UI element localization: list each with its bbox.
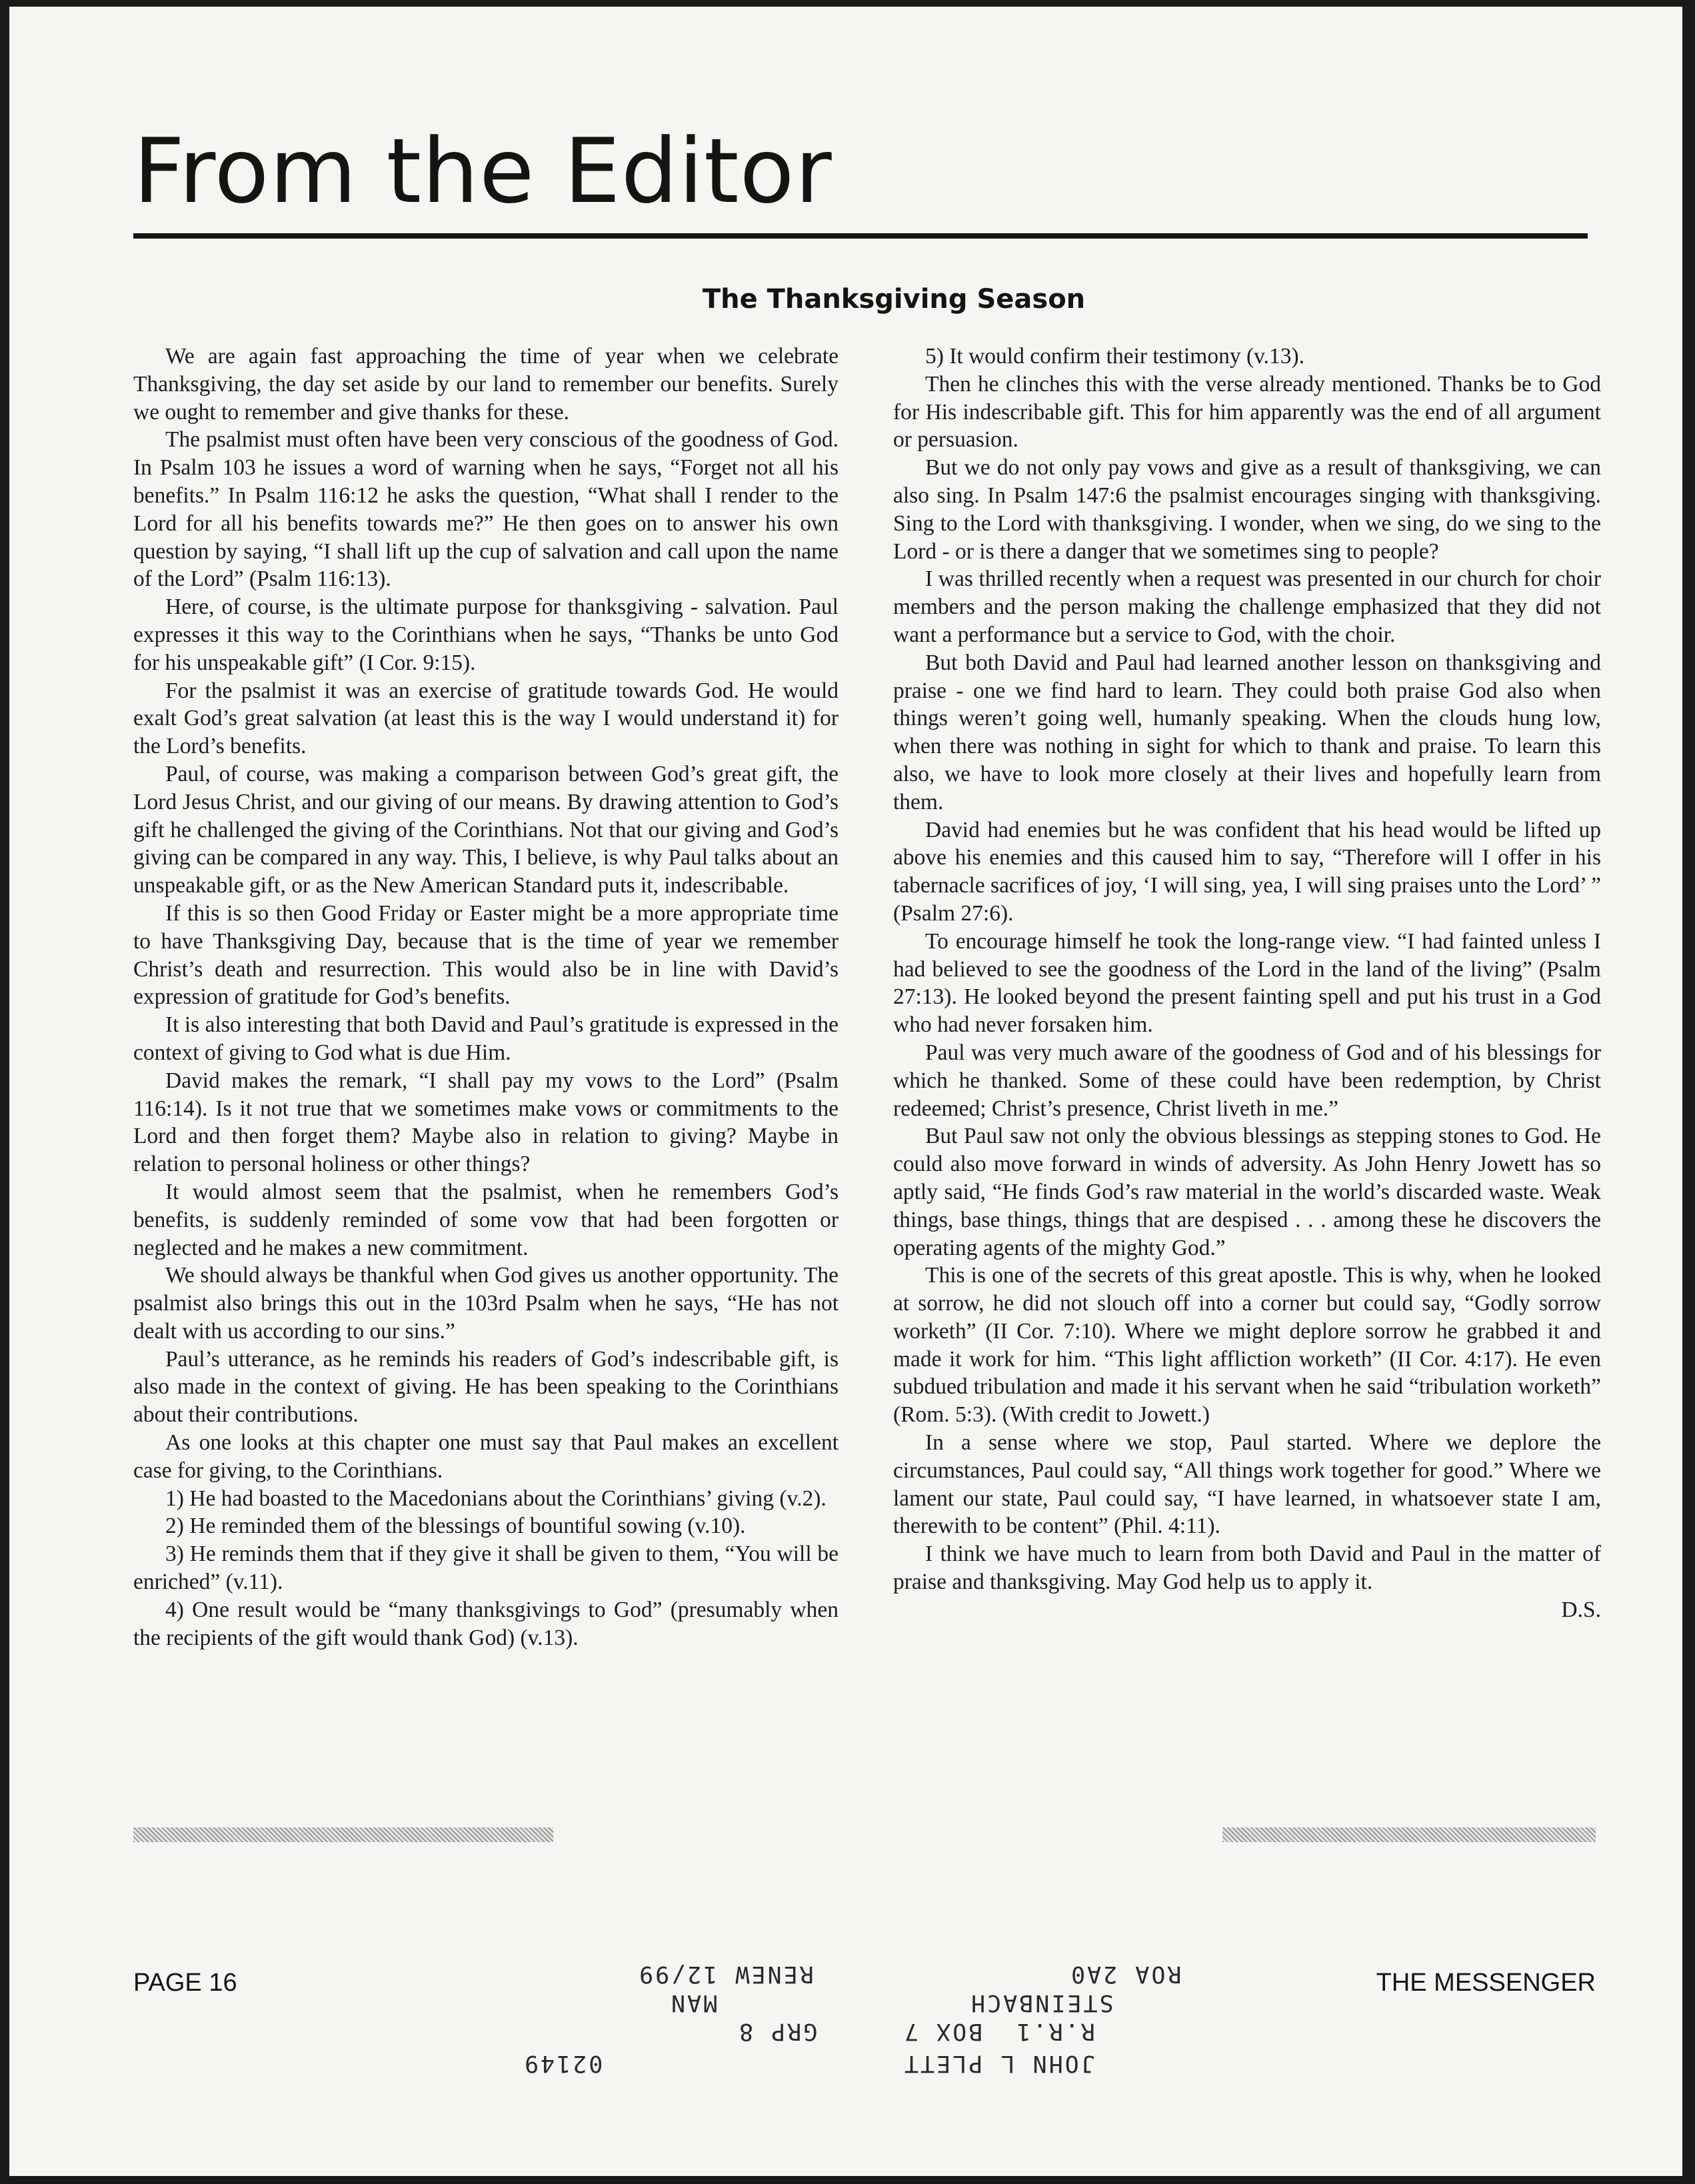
paragraph: Paul’s utterance, as he reminds his readers of God’s indescribable gift, is also made in the context of giving. He has been speaking to the Corinthians about their contributions. [133, 1346, 839, 1428]
paragraph: But both David and Paul had learned another lesson on thanksgiving and praise - one we find hard to learn. They could both praise God also when things weren’t going well, humanly speaking. When the clouds hung low, when there was nothing in sight for which to thank and praise. To learn this also, we have to look more closely at their lives and hopefully learn from them. [893, 650, 1601, 814]
mailing-label-line: 02149 [523, 2050, 603, 2077]
paragraph: David makes the remark, “I shall pay my vows to the Lord” (Psalm 116:14). Is it not true that we sometimes make vows or commitments to the Lord and then forget them? Maybe also in relation to giving? Maybe in relation to personal holiness or other things? [133, 1068, 839, 1177]
masthead-rule [133, 233, 1588, 239]
paragraph: For the psalmist it was an exercise of gratitude towards God. He would exalt God’s great salvation (at least this is the way I would understand it) for the Lord’s benefits. [133, 678, 839, 759]
list-point: 1) He had boasted to the Macedonians about the Corinthians’ giving (v.2). [165, 1486, 827, 1511]
paragraph: Paul, of course, was making a comparison between God’s great gift, the Lord Jesus Christ, and our giving of our means. By drawing attention to God’s gift he challenged the giving of the Corinthians. Not that our giving and God’s giving can be compared in any way. This, I believe, is why Paul talks about an unspeakable gift, or as the New American Standard puts it, indescribable. [133, 761, 839, 898]
mailing-label-line: JOHN L PLETT [902, 2050, 1095, 2077]
paragraph: If this is so then Good Friday or Easter might be a more appropriate time to have Thanksgiving Day, because that is the time of year we remember Christ’s death and resurrection. This would also be in line with David’s expression of gratitude for God’s benefits. [133, 900, 839, 1010]
paragraph: It is also interesting that both David and Paul’s gratitude is expressed in the context of giving to God what is due Him. [133, 1012, 839, 1065]
mailing-label-line: STEINBACH [969, 1989, 1114, 2016]
list-point: 3) He reminds them that if they give it shall be given to them, “You will be enriched” (v.11). [133, 1542, 839, 1595]
left-column [133, 343, 839, 1651]
paragraph: We should always be thankful when God gives us another opportunity. The psalmist also brings this out in the 103rd Psalm when he says, “He has not dealt with us according to our sins.” [133, 1263, 839, 1344]
mailing-label-line: RENEW 12/99 [637, 1961, 814, 1987]
paragraph: We are again fast approaching the time of year when we celebrate Thanksgiving, the day set aside by our land to remember our benefits. Surely we ought to remember and give thanks for these. [133, 344, 839, 425]
paragraph: Paul was very much aware of the goodness of God and of his blessings for which he thanked. Some of these could have been redemption, by Christ redeemed; Christ’s presence, Christ liveth in me.” [893, 1040, 1601, 1121]
list-point: 2) He reminded them of the blessings of bountiful sowing (v.10). [165, 1514, 746, 1539]
mailing-label-line: GRP 8 [737, 2018, 818, 2045]
footer-stripe-right [1222, 1827, 1596, 1842]
list-point: 5) It would confirm their testimony (v.13). [925, 344, 1305, 369]
page-number: PAGE 16 [133, 1969, 237, 1997]
paragraph: The psalmist must often have been very conscious of the goodness of God. In Psalm 103 he issues a word of warning when he says, “Forget not all his benefits.” In Psalm 116:12 he asks the question, “What shall I render to the Lord for all his benefits towards me?” He then goes on to answer his own question by saying, “I shall lift up the cup of salvation and call upon the name of the Lord” (Psalm 116:13). [133, 427, 839, 592]
paragraph: David had enemies but he was confident that his head would be lifted up above his enemies and this caused him to say, “Therefore will I offer in his tabernacle sacrifices of joy, ‘I will sing, yea, I will sing praises unto the Lord’ ” (Psalm 27:6). [893, 817, 1601, 926]
paragraph: Then he clinches this with the verse already mentioned. Thanks be to God for His indescribable gift. This for him apparently was the end of all argument or persuasion. [893, 371, 1601, 453]
publication-name: THE MESSENGER [1376, 1969, 1596, 1997]
right-column [893, 343, 1601, 1624]
section-masthead: From the Editor [133, 119, 833, 223]
paragraph: I think we have much to learn from both David and Paul in the matter of praise and thanksgiving. May God help us to apply it. [893, 1542, 1601, 1595]
paragraph: In a sense where we stop, Paul started. Where we deplore the circumstances, Paul could say, “All things work together for good.” Where we lament our state, Paul could say, “I have learned, in whatsoever state I am, therewith to be content” (Phil. 4:11). [893, 1430, 1601, 1539]
paragraph: I was thrilled recently when a request was presented in our church for choir members and the person making the challenge emphasized that they did not want a performance but a service to God, with the choir. [893, 566, 1601, 647]
mailing-label-line: ROA 2A0 [1069, 1961, 1182, 1987]
paragraph: It would almost seem that the psalmist, when he remembers God’s benefits, is suddenly reminded of some vow that had been forgotten or neglected and he makes a new commitment. [133, 1179, 839, 1260]
paragraph: As one looks at this chapter one must say that Paul makes an excellent case for giving, to the Corinthians. [133, 1430, 839, 1483]
article-title: The Thanksgiving Season [702, 284, 1086, 315]
mailing-label-line: R.R.1 BOX 7 [902, 2018, 1095, 2045]
magazine-page [9, 7, 1682, 2176]
paragraph: To encourage himself he took the long-range view. “I had fainted unless I had believed to see the goodness of the Lord in the land of the living” (Psalm 27:13). He looked beyond the present fainting spell and put his trust in a God who had never forsaken him. [893, 928, 1601, 1038]
paragraph: This is one of the secrets of this great apostle. This is why, when he looked at sorrow, he did not slouch off into a corner but could say, “Godly sorrow worketh” (II Cor. 7:10). Where we might deplore sorrow he grabbed it and made it work for him. “This light affliction worketh” (II Cor. 4:17). He even subdued tribulation and made it his servant when he said “tribulation worketh” (Rom. 5:3). (With credit to Jowett.) [893, 1263, 1601, 1428]
author-signature: D.S. [1561, 1597, 1601, 1622]
footer-stripe-left [133, 1827, 553, 1842]
mailing-label-line: MAN [669, 1989, 718, 2016]
paragraph: But Paul saw not only the obvious blessings as stepping stones to God. He could also move forward in winds of adversity. As John Henry Jowett has so aptly said, “He finds God’s raw material in the world’s discarded waste. Weak things, base things, things that are despised . . . among these he discovers the operating agents of the mighty God.” [893, 1124, 1601, 1260]
paragraph: But we do not only pay vows and give as a result of thanksgiving, we can also sing. In Psalm 147:6 the psalmist encourages singing with thanksgiving. Sing to the Lord with thanksgiving. I wonder, when we sing, do we sing to the Lord - or is there a danger that we sometimes sing to people? [893, 455, 1601, 564]
list-point: 4) One result would be “many thanksgivings to God” (presumably when the recipients of the gift would thank God) (v.13). [133, 1597, 839, 1650]
paragraph: Here, of course, is the ultimate purpose for thanksgiving - salvation. Paul expresses it this way to the Corinthians when he says, “Thanks be unto God for his unspeakable gift” (I Cor. 9:15). [133, 594, 839, 675]
